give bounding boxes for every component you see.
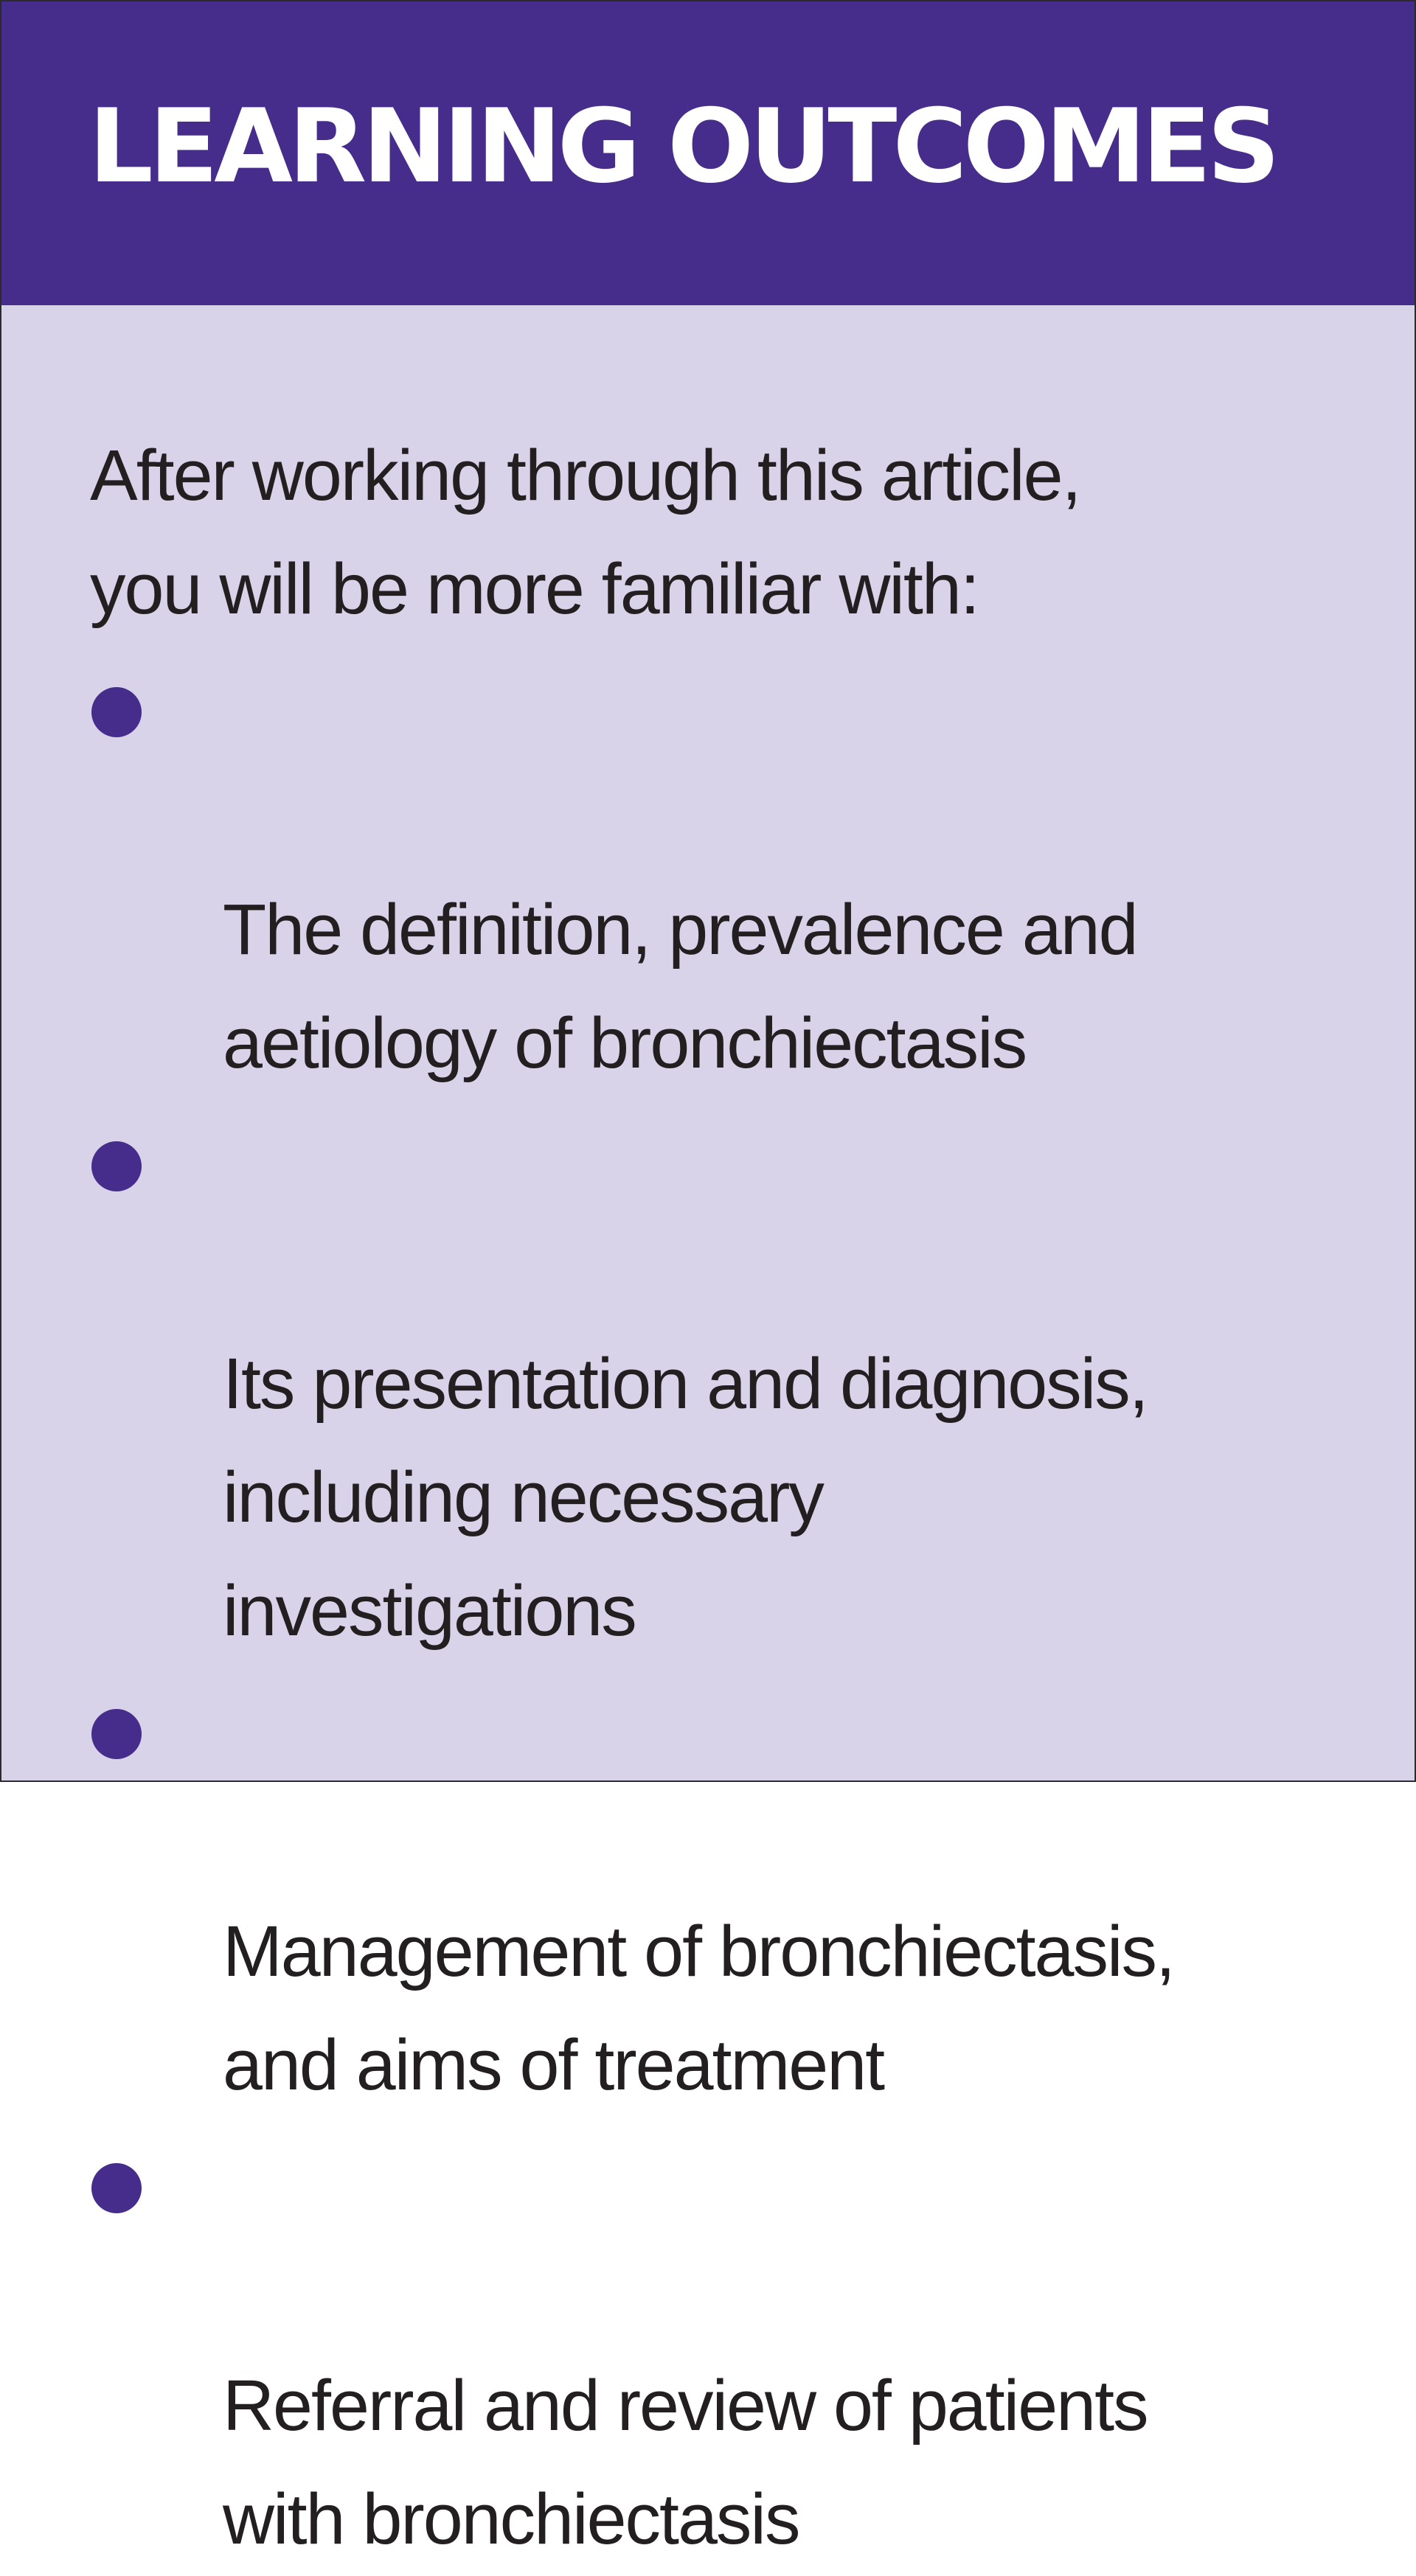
list-item	[90, 2122, 1344, 2576]
bullet-dot-icon	[91, 1709, 142, 1759]
bullet-dot-icon	[91, 2163, 142, 2213]
list-item-text: Referral and review of patients with bronchiectasis	[223, 2365, 1148, 2559]
list-item	[90, 646, 1344, 1100]
bullet-dot-icon	[91, 1141, 142, 1191]
page-title: LEARNING OUTCOMES	[88, 87, 1276, 206]
outcomes-list	[90, 646, 1344, 2576]
intro-text: After working through this article, you will be more familiar with:	[90, 435, 1080, 629]
list-item	[90, 1100, 1344, 1668]
list-item	[90, 1668, 1344, 2122]
list-item-text: Its presentation and diagnosis, including necessary investigations	[223, 1343, 1148, 1651]
list-item-text: Management of bronchiectasis, and aims of treatment	[223, 1911, 1174, 2105]
list-item-text: The definition, prevalence and aetiology of bronchiectasis	[223, 889, 1137, 1083]
header-bar	[1, 1, 1415, 305]
bullet-dot-icon	[91, 687, 142, 737]
content-area	[90, 419, 1344, 2576]
